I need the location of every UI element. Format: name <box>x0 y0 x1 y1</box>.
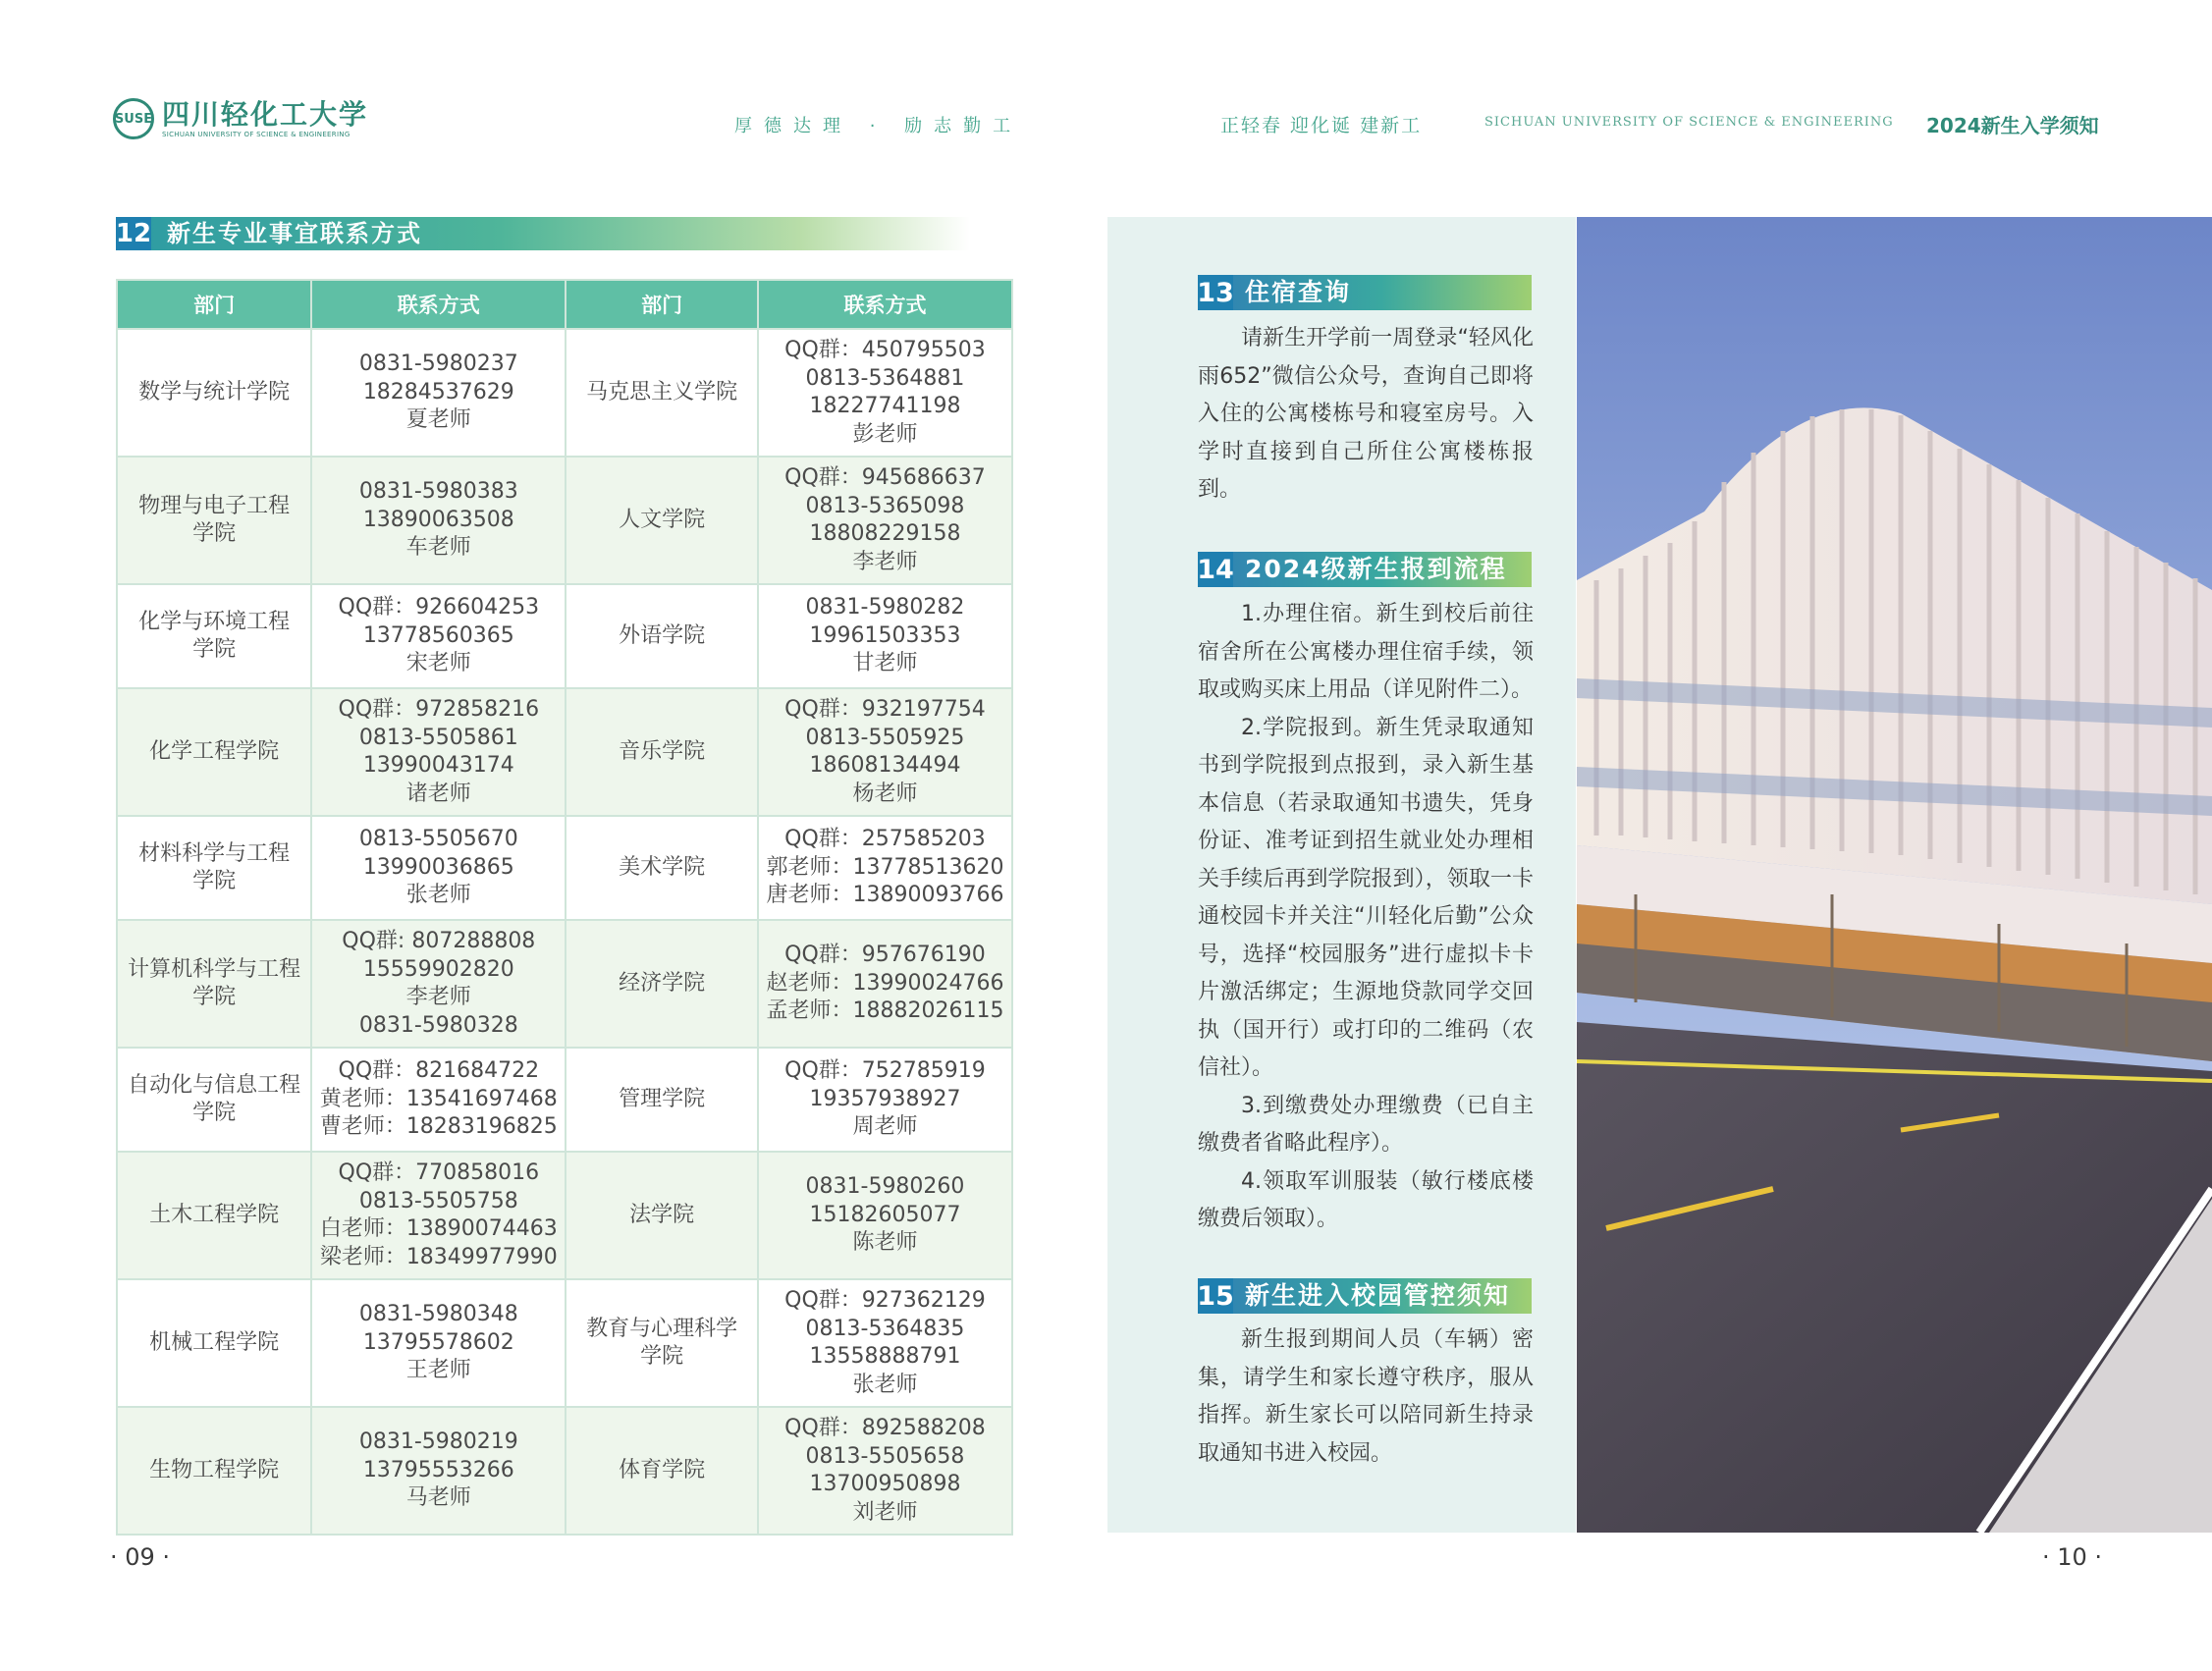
contact-cell <box>758 1152 1012 1279</box>
contact-line: 0831-5980237 <box>358 351 518 377</box>
department-cell <box>117 329 311 457</box>
contact-line: 19357938927 <box>809 1086 961 1111</box>
department-name: 化学与环境工程 <box>138 609 291 634</box>
contact-line: 陈老师 <box>852 1230 918 1256</box>
contact-cell <box>758 816 1012 920</box>
contact-line: 黄老师：13541697468 <box>319 1086 558 1111</box>
department-name: 人文学院 <box>619 507 706 532</box>
contact-line: 刘老师 <box>852 1499 918 1525</box>
department-cell <box>566 457 758 584</box>
department-name: 马克思主义学院 <box>586 379 738 404</box>
contact-line: 13778560365 <box>362 622 514 648</box>
department-cell <box>566 920 758 1048</box>
section-13-header <box>1198 275 1532 310</box>
department-name: 材料科学与工程 <box>138 840 291 866</box>
table-row <box>117 920 1012 1048</box>
department-cell <box>117 920 311 1048</box>
contact-cell <box>758 1048 1012 1152</box>
contact-line: 18608134494 <box>809 753 961 778</box>
section-number: 13 <box>1198 275 1233 310</box>
contact-line: 白老师：13890074463 <box>319 1216 558 1241</box>
department-cell <box>566 329 758 457</box>
contact-cell <box>758 688 1012 816</box>
department-name: 学院 <box>640 1344 684 1369</box>
section-15-header <box>1198 1278 1532 1314</box>
contact-line: 郭老师：13778513620 <box>766 854 1004 880</box>
paragraph: 1.办理住宿。新生到校后前往宿舍所在公寓楼办理住宿手续，领取或购买床上用品（详见附件二）。 <box>1198 602 1534 702</box>
contact-line: QQ群：926604253 <box>338 595 540 620</box>
contact-line: 0813-5505758 <box>358 1188 518 1213</box>
header-contact: 联系方式 <box>758 280 1012 329</box>
paragraph: 请新生开学前一周登录“轻风化雨652”微信公众号，查询自己即将入住的公寓楼栋号和寝室房号。入学时直接到自己所住公寓楼栋报到。 <box>1198 326 1534 502</box>
department-cell <box>117 1407 311 1535</box>
table-row <box>117 329 1012 457</box>
university-motto: 厚德达理 · 励志勤工 <box>734 116 1023 136</box>
contact-line: 0813-5364835 <box>805 1316 965 1341</box>
section-number: 14 <box>1198 552 1233 587</box>
contact-line: 梁老师：18349977990 <box>319 1244 558 1269</box>
contact-line: 赵老师：13990024766 <box>766 970 1004 996</box>
contact-cell <box>311 457 566 584</box>
contact-line: 诸老师 <box>405 781 471 806</box>
department-name: 法学院 <box>629 1202 695 1227</box>
contact-line: QQ群：932197754 <box>784 697 986 722</box>
logo-english-name: SICHUAN UNIVERSITY OF SCIENCE & ENGINEERING <box>162 131 351 138</box>
department-cell <box>566 584 758 688</box>
contact-line: 0813-5505670 <box>358 827 518 852</box>
department-name: 生物工程学院 <box>149 1457 280 1482</box>
contact-line: 宋老师 <box>405 651 471 676</box>
contact-line: 李老师 <box>852 549 918 574</box>
contact-line: 唐老师：13890093766 <box>766 883 1004 908</box>
contact-line: 车老师 <box>405 535 471 561</box>
logo-chinese-name: 四川轻化工大学 <box>162 98 369 131</box>
contact-cell <box>311 1152 566 1279</box>
table-row <box>117 1048 1012 1152</box>
contact-line: QQ群：257585203 <box>784 827 986 852</box>
department-cell <box>117 1048 311 1152</box>
university-logo <box>113 98 368 139</box>
contact-line: 0831-5980260 <box>805 1174 965 1200</box>
department-name: 学院 <box>192 1101 237 1125</box>
contact-line: 15559902820 <box>362 956 514 982</box>
contact-line: 13890063508 <box>362 507 514 532</box>
contact-line: QQ群：821684722 <box>338 1058 540 1084</box>
contact-cell <box>758 920 1012 1048</box>
contact-line: 0813-5505861 <box>358 725 518 750</box>
department-name: 经济学院 <box>619 970 706 996</box>
table-row <box>117 1407 1012 1535</box>
department-cell <box>566 688 758 816</box>
contact-line: QQ群：752785919 <box>784 1058 986 1084</box>
department-cell <box>566 1279 758 1407</box>
contact-line: 0831-5980282 <box>805 595 965 620</box>
contact-line: 0813-5505925 <box>805 725 965 750</box>
department-name: 自动化与信息工程 <box>128 1072 301 1098</box>
paragraph: 3.到缴费处办理缴费（已自主缴费者省略此程序）。 <box>1198 1093 1534 1156</box>
contact-cell <box>311 329 566 457</box>
department-name: 教育与心理科学 <box>586 1316 738 1341</box>
contact-line: 0813-5365098 <box>805 493 965 518</box>
contact-line: 0831-5980219 <box>358 1429 518 1455</box>
slogan: 正轻春 迎化诞 建新工 <box>1220 115 1423 136</box>
contact-line: 彭老师 <box>852 421 918 447</box>
section-14-header <box>1198 552 1532 587</box>
department-name: 化学工程学院 <box>149 738 280 764</box>
department-name: 物理与电子工程 <box>138 493 291 518</box>
department-cell <box>117 816 311 920</box>
department-name: 外语学院 <box>619 622 706 648</box>
section-title: 住宿查询 <box>1245 278 1352 306</box>
contact-line: 甘老师 <box>852 651 918 676</box>
contact-cell <box>311 584 566 688</box>
department-name: 机械工程学院 <box>149 1329 280 1355</box>
section-title: 新生专业事宜联系方式 <box>167 220 422 247</box>
university-seal-icon: SUSE <box>113 98 154 139</box>
campus-building-photo <box>1577 217 2212 1533</box>
contact-line: 13558888791 <box>809 1344 961 1369</box>
contact-cell <box>311 816 566 920</box>
contact-line: 13700950898 <box>809 1472 961 1496</box>
section-number: 12 <box>115 219 152 248</box>
contact-line: 0831-5980328 <box>358 1012 518 1038</box>
department-name: 土木工程学院 <box>149 1202 280 1227</box>
contact-line: QQ群：892588208 <box>784 1416 986 1440</box>
contact-line: 13990036865 <box>362 854 514 880</box>
contact-line: QQ群: 807288808 <box>342 929 536 953</box>
contact-cell <box>758 457 1012 584</box>
header-contact: 联系方式 <box>311 280 566 329</box>
department-name: 学院 <box>192 869 237 893</box>
contact-line: QQ群：957676190 <box>784 943 986 968</box>
contact-line: QQ群：450795503 <box>784 338 986 362</box>
contact-cell <box>311 1048 566 1152</box>
contact-line: 0831-5980348 <box>358 1302 518 1327</box>
page-number-right: · 10 · <box>2042 1543 2103 1571</box>
table-row <box>117 816 1012 920</box>
department-name: 数学与统计学院 <box>138 379 291 404</box>
contact-line: 王老师 <box>405 1358 471 1383</box>
department-cell <box>117 457 311 584</box>
header-dept: 部门 <box>117 280 311 329</box>
contact-line: 18284537629 <box>362 379 514 404</box>
section-14-body <box>1198 596 1534 1239</box>
contact-line: 张老师 <box>852 1372 918 1397</box>
table-row <box>117 1152 1012 1279</box>
department-name: 计算机科学与工程 <box>128 956 301 982</box>
contact-line: QQ群：972858216 <box>338 697 540 722</box>
contact-line: 15182605077 <box>809 1202 961 1227</box>
department-name: 音乐学院 <box>619 738 706 764</box>
section-number: 15 <box>1198 1278 1233 1314</box>
table-row <box>117 688 1012 816</box>
department-name: 学院 <box>192 637 237 662</box>
department-cell <box>117 1279 311 1407</box>
table-row <box>117 584 1012 688</box>
contact-line: 0813-5364881 <box>805 365 965 391</box>
department-cell <box>117 584 311 688</box>
contact-line: QQ群：945686637 <box>784 465 986 490</box>
contact-cell <box>311 1407 566 1535</box>
department-cell <box>117 688 311 816</box>
contact-line: 曹老师：18283196825 <box>319 1114 558 1140</box>
paragraph: 新生报到期间人员（车辆）密集，请学生和家长遵守秩序，服从指挥。新生家长可以陪同新生持录取通知书进入校园。 <box>1198 1327 1534 1466</box>
table-row <box>117 1279 1012 1407</box>
contact-line: 0813-5505658 <box>805 1443 965 1469</box>
paragraph: 4.领取军训服装（敏行楼底楼缴费后领取）。 <box>1198 1168 1534 1231</box>
contact-cell <box>758 329 1012 457</box>
university-english-name: SICHUAN UNIVERSITY OF SCIENCE & ENGINEERING <box>1484 115 1894 130</box>
department-name: 美术学院 <box>619 854 706 880</box>
section-15-body <box>1198 1321 1534 1473</box>
contact-cell <box>311 688 566 816</box>
contact-line: 13990043174 <box>362 753 514 778</box>
contact-line: 周老师 <box>852 1114 918 1140</box>
contact-line: 13795553266 <box>362 1457 514 1482</box>
contact-cell <box>758 1407 1012 1535</box>
department-cell <box>566 816 758 920</box>
paragraph: 2.学院报到。新生凭录取通知书到学院报到点报到，录入新生基本信息（若录取通知书遗失，凭身份证、准考证到招生就业处办理相关手续后再到学院报到），领取一卡通校园卡并关注“川轻化后勤”公众号，选择“校园服务”进行虚拟卡卡片激活绑定；生源地贷款同学交回执（国开行）或打印的二维码（农信社）。 <box>1198 715 1534 1080</box>
contact-line: 杨老师 <box>852 781 918 806</box>
contact-line: 19961503353 <box>809 622 961 648</box>
contact-line: 孟老师：18882026115 <box>766 998 1004 1024</box>
contacts-table <box>116 279 1013 1536</box>
section-13-body <box>1198 320 1534 510</box>
department-name: 学院 <box>192 521 237 546</box>
contact-cell <box>758 1279 1012 1407</box>
section-title: 2024级新生报到流程 <box>1245 555 1507 583</box>
contact-line: 13795578602 <box>362 1329 514 1355</box>
section-12-header <box>116 217 970 250</box>
department-cell <box>117 1152 311 1279</box>
contact-cell <box>311 1279 566 1407</box>
department-name: 管理学院 <box>619 1086 706 1111</box>
header-dept: 部门 <box>566 280 758 329</box>
contact-line: 18808229158 <box>809 521 961 546</box>
department-cell <box>566 1048 758 1152</box>
contact-line: 张老师 <box>405 883 471 908</box>
guide-title: 2024新生入学须知 <box>1926 114 2099 137</box>
contact-cell <box>758 584 1012 688</box>
department-name: 体育学院 <box>619 1457 706 1482</box>
department-name: 学院 <box>192 985 237 1009</box>
contact-line: 李老师 <box>405 985 471 1009</box>
contact-line: 18227741198 <box>809 394 961 418</box>
page-number-left: · 09 · <box>110 1543 171 1571</box>
table-row <box>117 457 1012 584</box>
section-title: 新生进入校园管控须知 <box>1245 1281 1511 1310</box>
table-header-row <box>117 280 1012 329</box>
contact-line: 夏老师 <box>405 407 471 433</box>
contact-line: 0831-5980383 <box>358 479 518 505</box>
department-cell <box>566 1152 758 1279</box>
contact-line: QQ群：927362129 <box>784 1288 986 1313</box>
contact-line: QQ群：770858016 <box>338 1160 540 1185</box>
contact-line: 马老师 <box>405 1485 471 1511</box>
department-cell <box>566 1407 758 1535</box>
contact-cell <box>311 920 566 1048</box>
